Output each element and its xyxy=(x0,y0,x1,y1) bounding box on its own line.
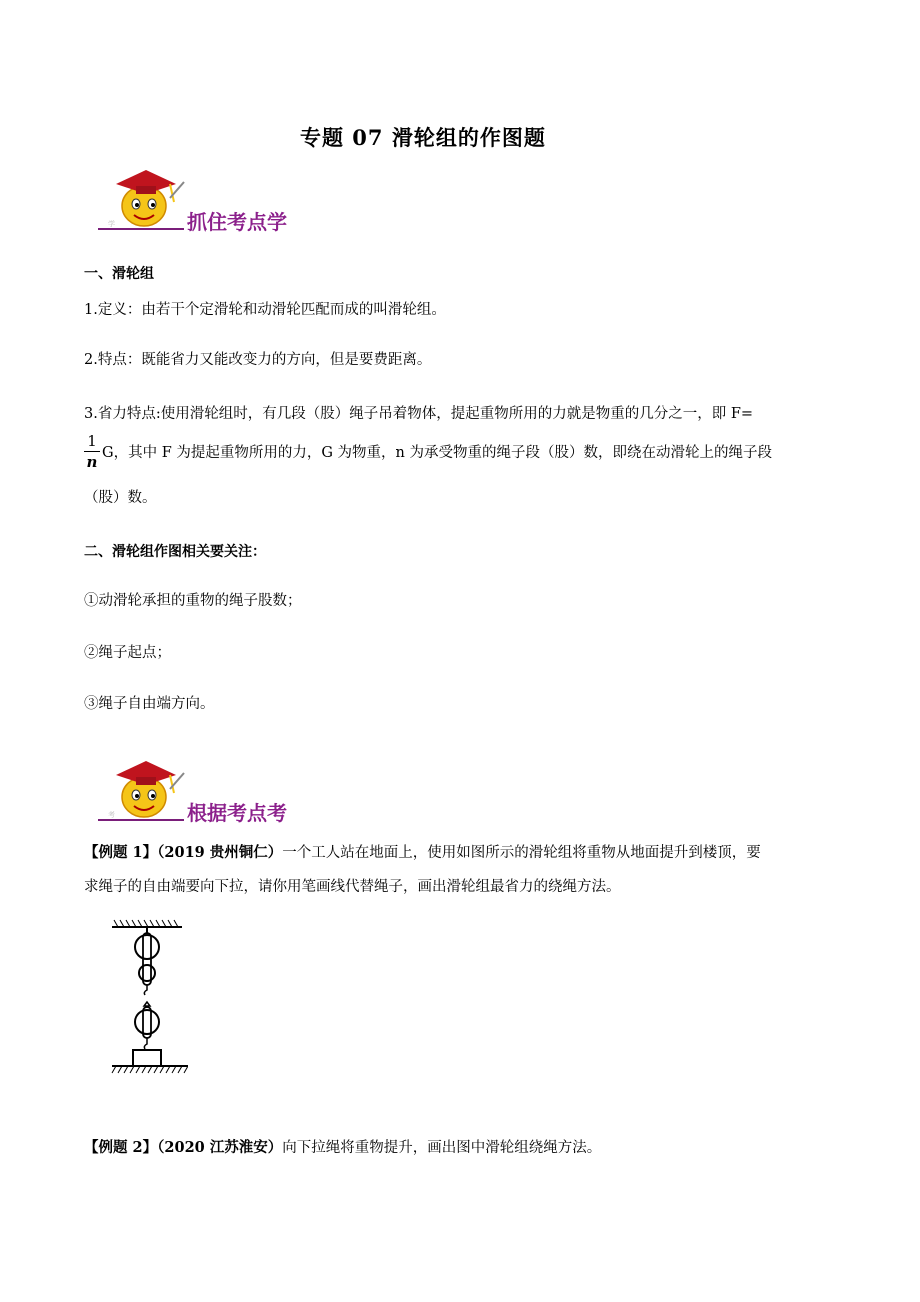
fraction-denominator: n xyxy=(86,453,98,471)
fraction-1-over-n xyxy=(84,432,100,471)
example-text: 向下拉绳将重物提升，画出图中滑轮组绕绳方法。 xyxy=(282,1140,602,1156)
banner-title: 抓住考点学 xyxy=(187,210,287,234)
force-text-line3: （股）数。 xyxy=(84,490,157,506)
banner-title: 根据考点考 xyxy=(187,801,287,825)
banner-underline xyxy=(98,819,184,821)
list-item: ①动滑轮承担的重物的绳子股数； xyxy=(84,593,302,609)
section-heading: 二、滑轮组作图相关要关注： xyxy=(84,544,266,560)
list-item: ②绳子起点； xyxy=(84,645,171,661)
fraction-bar xyxy=(84,451,100,452)
svg-text:考: 考 xyxy=(108,811,115,819)
graduate-smiley-icon xyxy=(98,753,194,827)
example-source: （2020 江苏淮安） xyxy=(157,1139,283,1156)
example-1-line1 xyxy=(84,843,761,863)
list-item: ③绳子自由端方向。 xyxy=(84,696,215,712)
fraction-numerator: 1 xyxy=(87,432,97,450)
section-heading: 一、滑轮组 xyxy=(84,266,154,282)
example-1-line2: 求绳子的自由端要向下拉，请你用笔画线代替绳子，画出滑轮组最省力的绕绳方法。 xyxy=(84,879,621,895)
example-2-line1 xyxy=(84,1138,601,1158)
force-text-line1: 3.省力特点:使用滑轮组时，有几段（股）绳子吊着物体，提起重物所用的力就是物重的几分之一，即 F= xyxy=(84,406,754,422)
example-label: 【例题 2】 xyxy=(84,1139,158,1156)
banner-underline xyxy=(98,228,184,230)
example-source: （2019 贵州铜仁） xyxy=(157,844,283,861)
force-text-line2: G，其中 F 为提起重物所用的力，G 为物重，n 为承受物重的绳子段（股）数，即绕在动滑轮上的绳子段 xyxy=(102,445,772,461)
example-text: 一个工人站在地面上，使用如图所示的滑轮组将重物从地面提升到楼顶，要 xyxy=(282,845,761,861)
feature-text: 2.特点：既能省力又能改变力的方向，但是要费距离。 xyxy=(84,352,432,368)
page-title: 专题 07 滑轮组的作图题 xyxy=(300,125,546,150)
graduate-smiley-icon xyxy=(98,162,194,236)
definition-text: 1.定义：由若干个定滑轮和动滑轮匹配而成的叫滑轮组。 xyxy=(84,302,446,318)
svg-text:学: 学 xyxy=(108,220,115,228)
example-label: 【例题 1】 xyxy=(84,844,158,861)
pulley-system-diagram xyxy=(108,918,188,1104)
